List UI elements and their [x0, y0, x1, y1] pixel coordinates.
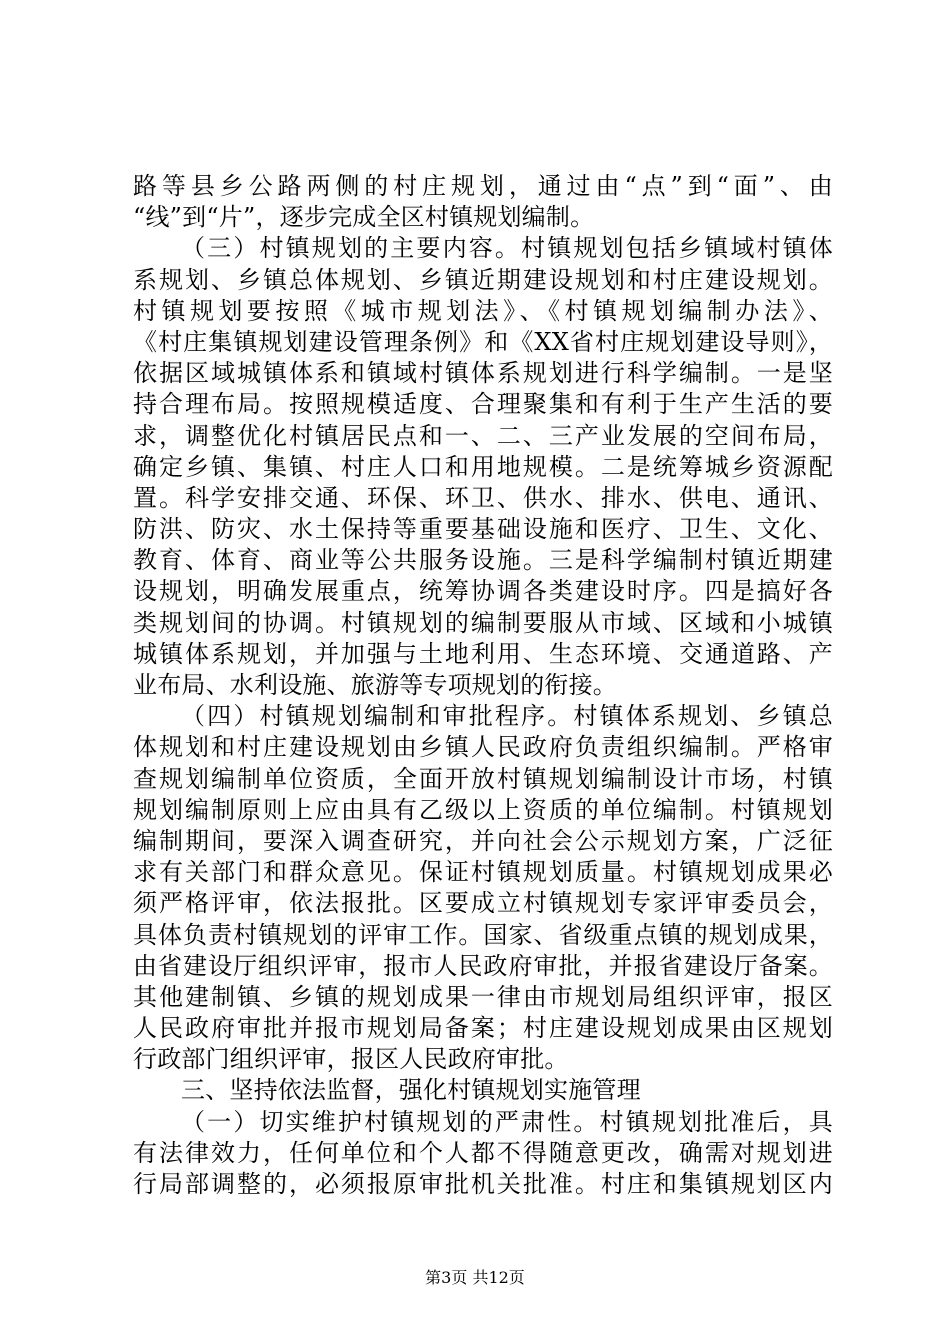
text-line: 系规划、乡镇总体规划、乡镇近期建设规划和村庄建设规划。	[133, 265, 833, 294]
text-line: 三、坚持依法监督，强化村镇规划实施管理	[181, 1076, 641, 1105]
text-line: 查规划编制单位资质，全面开放村镇规划编制设计市场，村镇	[133, 764, 833, 793]
text-line: 业布局、水利设施、旅游等专项规划的衔接。	[133, 671, 617, 699]
text-line: 编制期间，要深入调查研究，并向社会公示规划方案，广泛征	[133, 826, 833, 855]
text-line: 置。科学安排交通、环保、环卫、供水、排水、供电、通讯、	[133, 483, 833, 512]
text-line: 有法律效力，任何单位和个人都不得随意更改，确需对规划进	[133, 1138, 833, 1167]
text-line: （一）切实维护村镇规划的严肃性。村镇规划批准后，具	[181, 1107, 833, 1136]
text-line: 《村庄集镇规划建设管理条例》和《XX省村庄规划建设导则》，	[133, 327, 833, 356]
text-line: 行局部调整的，必须报原审批机关批准。村庄和集镇规划区内	[133, 1170, 833, 1198]
text-line: 设规划，明确发展重点，统筹协调各类建设时序。四是搞好各	[133, 577, 833, 606]
text-line: （三）村镇规划的主要内容。村镇规划包括乡镇域村镇体	[181, 234, 833, 263]
text-line: 城镇体系规划，并加强与土地利用、生态环境、交通道路、产	[133, 639, 833, 668]
text-line: “线”到“片”，逐步完成全区村镇规划编制。	[133, 203, 595, 232]
document-body	[133, 171, 833, 1200]
text-line: 依据区域城镇体系和镇域村镇体系规划进行科学编制。一是坚	[133, 359, 833, 388]
page-number: 第3页 共12页	[425, 1268, 525, 1287]
text-line: （四）村镇规划编制和审批程序。村镇体系规划、乡镇总	[181, 702, 833, 731]
text-line: 村镇规划要按照《城市规划法》、《村镇规划编制办法》、	[133, 296, 833, 325]
text-line: 由省建设厅组织评审，报市人民政府审批，并报省建设厅备案。	[133, 951, 833, 980]
text-line: 求，调整优化村镇居民点和一、二、三产业发展的空间布局，	[133, 421, 833, 450]
text-line: 行政部门组织评审，报区人民政府审批。	[133, 1045, 569, 1074]
page-footer	[0, 1268, 950, 1288]
text-line: 规划编制原则上应由具有乙级以上资质的单位编制。村镇规划	[133, 795, 833, 824]
text-line: 须严格评审，依法报批。区要成立村镇规划专家评审委员会，	[133, 889, 833, 918]
text-line: 人民政府审批并报市规划局备案；村庄建设规划成果由区规划	[133, 1014, 833, 1043]
text-line: 求有关部门和群众意见。保证村镇规划质量。村镇规划成果必	[133, 858, 833, 887]
text-line: 持合理布局。按照规模适度、合理聚集和有利于生产生活的要	[133, 390, 833, 419]
text-line: 体规划和村庄建设规划由乡镇人民政府负责组织编制。严格审	[133, 733, 833, 762]
text-line: 教育、体育、商业等公共服务设施。三是科学编制村镇近期建	[133, 546, 833, 575]
text-line: 其他建制镇、乡镇的规划成果一律由市规划局组织评审，报区	[133, 982, 833, 1011]
text-line: 防洪、防灾、水土保持等重要基础设施和医疗、卫生、文化、	[133, 515, 833, 544]
text-line: 具体负责村镇规划的评审工作。国家、省级重点镇的规划成果，	[133, 920, 833, 949]
text-line: 确定乡镇、集镇、村庄人口和用地规模。二是统筹城乡资源配	[133, 452, 833, 481]
text-line: 路等县乡公路两侧的村庄规划，通过由“点”到“面”、由	[133, 172, 833, 200]
text-line: 类规划间的协调。村镇规划的编制要服从市域、区域和小城镇	[133, 608, 833, 637]
